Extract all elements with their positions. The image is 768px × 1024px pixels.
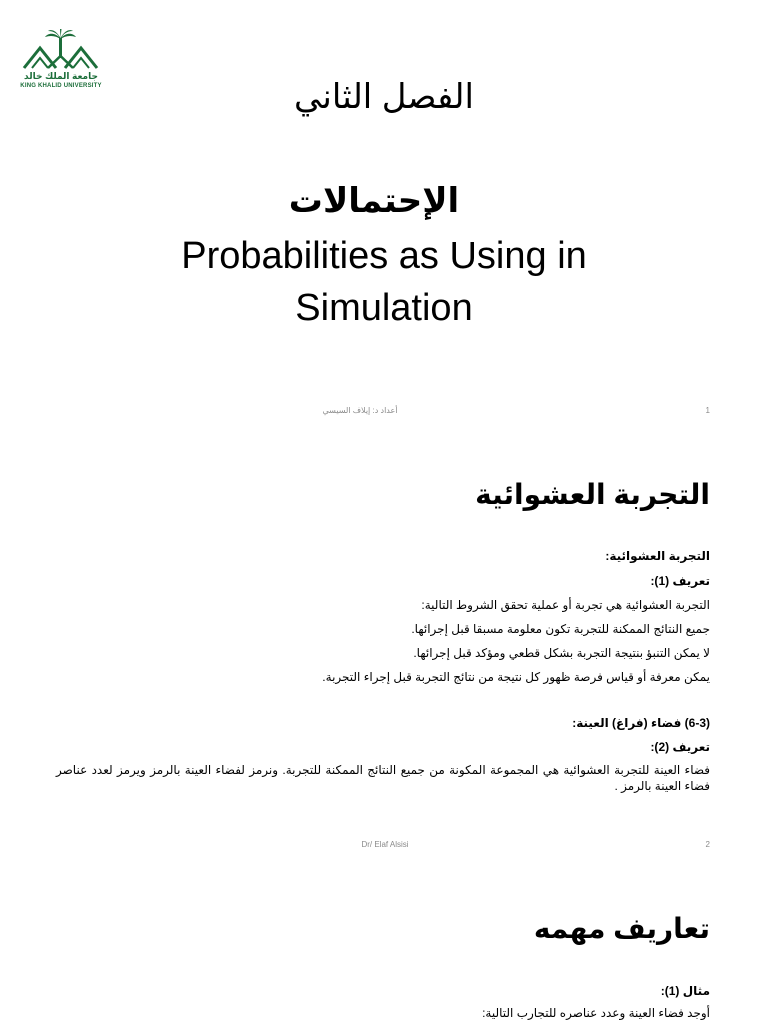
- definition1-line: لا يمكن التنبؤ بنتيجة التجربة بشكل قطعي ومؤكد قبل إجرائها.: [413, 646, 710, 660]
- example1-line: أوجد فضاء العينة وعدد عناصره للتجارب التالية:: [482, 1006, 710, 1020]
- king-khalid-university-logo-icon: [18, 28, 104, 76]
- slide2-subheading: التجربة العشوائية:: [605, 549, 710, 563]
- slide2-footer-author: Dr/ Elaf Alsisi: [361, 840, 409, 849]
- slide2-page-number: 2: [705, 840, 710, 849]
- logo-text-arabic: جامعة الملك خالد: [24, 71, 98, 81]
- slide1-footer-author: أعداد د: إيلاف السيسي: [322, 406, 398, 415]
- definition1-line: التجربة العشوائية هي تجربة أو عملية تحقق الشروط التالية:: [421, 598, 710, 612]
- english-title: [0, 230, 768, 334]
- definition2-text: فضاء العينة للتجربة العشوائية هي المجموعة المكونة من جميع النتائج الممكنة للتجربة. ونرمز لفضاء العينة بالرمز ويرمز لعدد عناصر فضاء العينة بالرمز .: [56, 763, 710, 793]
- sample-space-section-label: (6-3) فضاء (فراغ) العينة:: [572, 716, 710, 730]
- chapter-title: الفصل الثاني: [294, 78, 474, 116]
- definition1-label: تعريف (1):: [650, 574, 710, 588]
- arabic-title: الإحتمالات: [288, 182, 460, 220]
- definition2-label: تعريف (2):: [650, 740, 710, 754]
- english-title-line2: Simulation: [295, 287, 473, 329]
- definition1-line: جميع النتائج الممكنة للتجربة تكون معلومة مسبقا قبل إجرائها.: [411, 622, 710, 636]
- example1-label: مثال (1):: [660, 984, 710, 998]
- slide1-page-number: 1: [705, 406, 710, 415]
- english-title-line1: Probabilities as Using in: [181, 235, 587, 277]
- slide2-heading: التجربة العشوائية: [475, 479, 710, 510]
- logo-text-english: KING KHALID UNIVERSITY: [20, 83, 102, 89]
- definition1-line: يمكن معرفة أو قياس فرصة ظهور كل نتيجة من نتائج التجربة قبل إجراء التجربة.: [322, 670, 710, 684]
- slide3-heading: تعاريف مهمه: [533, 913, 710, 944]
